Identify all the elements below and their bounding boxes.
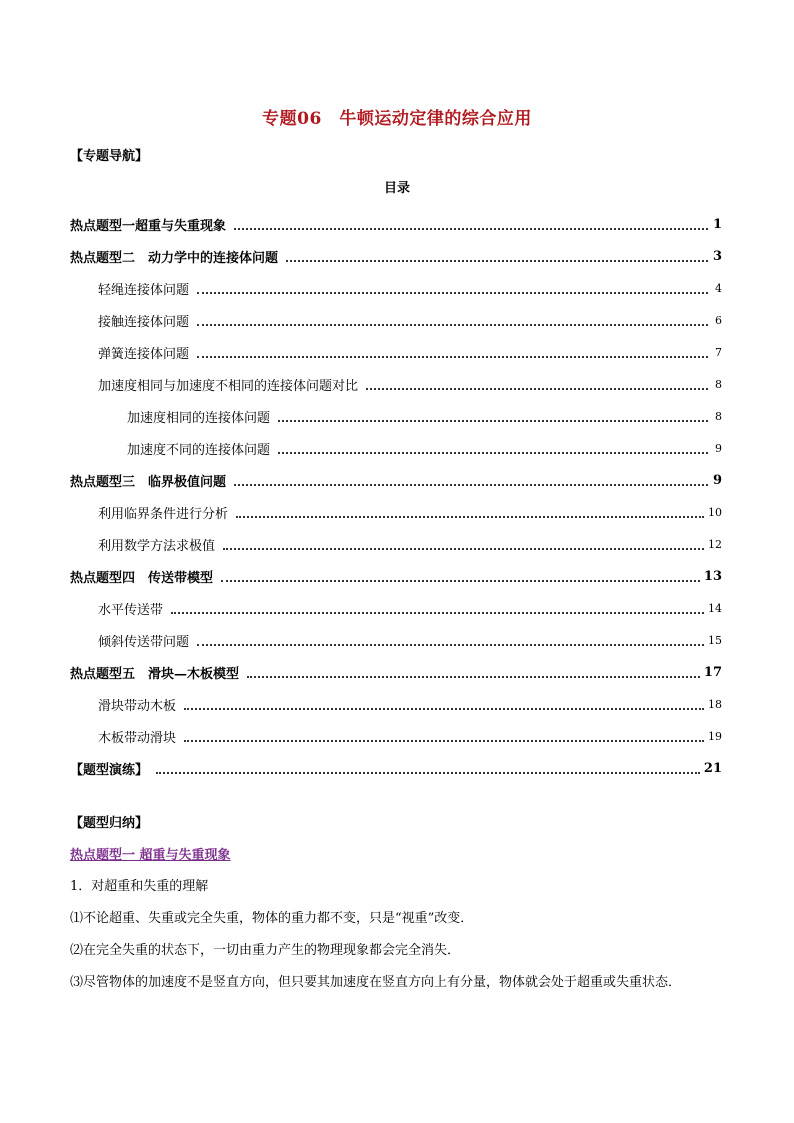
toc-dot-leader (184, 707, 704, 710)
toc-dot-leader (278, 451, 708, 454)
toc-entry[interactable] (70, 496, 722, 528)
toc-entry-page-number: 9 (715, 441, 722, 455)
paragraph-1: 1．对超重和失重的理解 (70, 879, 209, 894)
toc-entry[interactable] (70, 336, 722, 368)
toc-dot-leader (366, 387, 708, 390)
toc-entry-label[interactable]: 弹簧连接体问题 (98, 346, 190, 362)
toc-dot-leader (247, 675, 700, 678)
toc-entry-page-number: 17 (703, 664, 722, 680)
toc-dot-leader (156, 771, 700, 774)
toc-entry[interactable] (70, 400, 722, 432)
toc-entry-label[interactable]: 木板带动滑块 (98, 730, 177, 746)
toc-entry-label[interactable]: 加速度相同的连接体问题 (127, 410, 271, 426)
toc-entry-page-number: 12 (708, 537, 722, 551)
toc-entry[interactable] (70, 528, 722, 560)
toc-dot-leader (286, 259, 708, 262)
toc-entry-page-number: 9 (712, 472, 722, 488)
toc-entry-page-number: 10 (708, 505, 722, 519)
toc-entry-page-number: 7 (715, 345, 722, 359)
toc-dot-leader (236, 515, 704, 518)
toc-entry[interactable] (70, 656, 722, 688)
toc-entry[interactable] (70, 304, 722, 336)
toc-entry-label[interactable]: 利用临界条件进行分析 (98, 506, 229, 522)
toc-entry[interactable] (70, 272, 722, 304)
toc-entry-label[interactable]: 热点题型二 动力学中的连接体问题 (70, 250, 279, 266)
toc-dot-leader (197, 643, 704, 646)
toc-entry-page-number: 18 (708, 697, 722, 711)
paragraph-4: ⑶尽管物体的加速度不是竖直方向，但只要其加速度在竖直方向上有分量，物体就会处于超重或失重状态． (70, 975, 682, 990)
toc-dot-leader (278, 419, 708, 422)
toc-entry-page-number: 8 (715, 409, 722, 423)
toc-entry-label[interactable]: 热点题型三 临界极值问题 (70, 474, 227, 490)
toc-entry-page-number: 6 (715, 313, 722, 327)
toc-entry-label[interactable]: 热点题型五 滑块—木板模型 (70, 666, 240, 682)
toc-entry[interactable] (70, 432, 722, 464)
toc-entry-page-number: 8 (715, 377, 722, 391)
toc-entry[interactable] (70, 368, 722, 400)
toc-entry[interactable] (70, 624, 722, 656)
toc-entry-label[interactable]: 利用数学方法求极值 (98, 538, 216, 554)
toc-entry-page-number: 13 (703, 568, 722, 584)
paragraph-2: ⑴不论超重、失重或完全失重，物体的重力都不变，只是“视重”改变． (70, 911, 474, 926)
toc-entry-page-number: 21 (703, 760, 722, 776)
toc-dot-leader (234, 483, 708, 486)
toc-entry[interactable] (70, 464, 722, 496)
toc-entry[interactable] (70, 208, 722, 240)
toc-entry-page-number: 4 (715, 281, 722, 295)
toc-entry[interactable] (70, 592, 722, 624)
toc-entry-label[interactable]: 滑块带动木板 (98, 698, 177, 714)
toc-entry-label[interactable]: 【题型演练】 (70, 762, 149, 778)
toc-entry-label[interactable]: 水平传送带 (98, 602, 164, 618)
toc-entry-label[interactable]: 加速度不同的连接体问题 (127, 442, 271, 458)
toc-dot-leader (184, 739, 704, 742)
section-heading: 【题型归纳】 (70, 816, 149, 831)
toc-dot-leader (197, 291, 708, 294)
toc-entry-page-number: 14 (708, 601, 722, 615)
toc-dot-leader (171, 611, 704, 614)
toc-dot-leader (234, 227, 708, 230)
topic-navigation-heading: 【专题导航】 (70, 149, 149, 164)
toc-dot-leader (223, 547, 704, 550)
toc-entry-page-number: 15 (708, 633, 722, 647)
toc-entry-label[interactable]: 轻绳连接体问题 (98, 282, 190, 298)
toc-entry[interactable] (70, 560, 722, 592)
toc-entry-page-number: 3 (712, 248, 722, 264)
document-title: 专题06 牛顿运动定律的综合应用 (262, 109, 532, 129)
toc-entry-label[interactable]: 热点题型一超重与失重现象 (70, 218, 227, 234)
toc-entry[interactable] (70, 688, 722, 720)
section-link[interactable]: 热点题型一 超重与失重现象 (70, 848, 231, 863)
toc-heading: 目录 (383, 181, 410, 196)
toc-entry[interactable] (70, 752, 722, 784)
table-of-contents (70, 208, 722, 784)
paragraph-3: ⑵在完全失重的状态下，一切由重力产生的物理现象都会完全消失． (70, 943, 461, 958)
toc-entry-label[interactable]: 加速度相同与加速度不相同的连接体问题对比 (98, 378, 359, 394)
toc-dot-leader (197, 355, 708, 358)
toc-entry-label[interactable]: 热点题型四 传送带模型 (70, 570, 214, 586)
toc-entry[interactable] (70, 720, 722, 752)
toc-entry-label[interactable]: 倾斜传送带问题 (98, 634, 190, 650)
toc-entry-page-number: 1 (712, 216, 722, 232)
toc-entry-page-number: 19 (708, 729, 722, 743)
toc-entry-label[interactable]: 接触连接体问题 (98, 314, 190, 330)
toc-dot-leader (197, 323, 708, 326)
toc-dot-leader (221, 579, 700, 582)
toc-entry[interactable] (70, 240, 722, 272)
